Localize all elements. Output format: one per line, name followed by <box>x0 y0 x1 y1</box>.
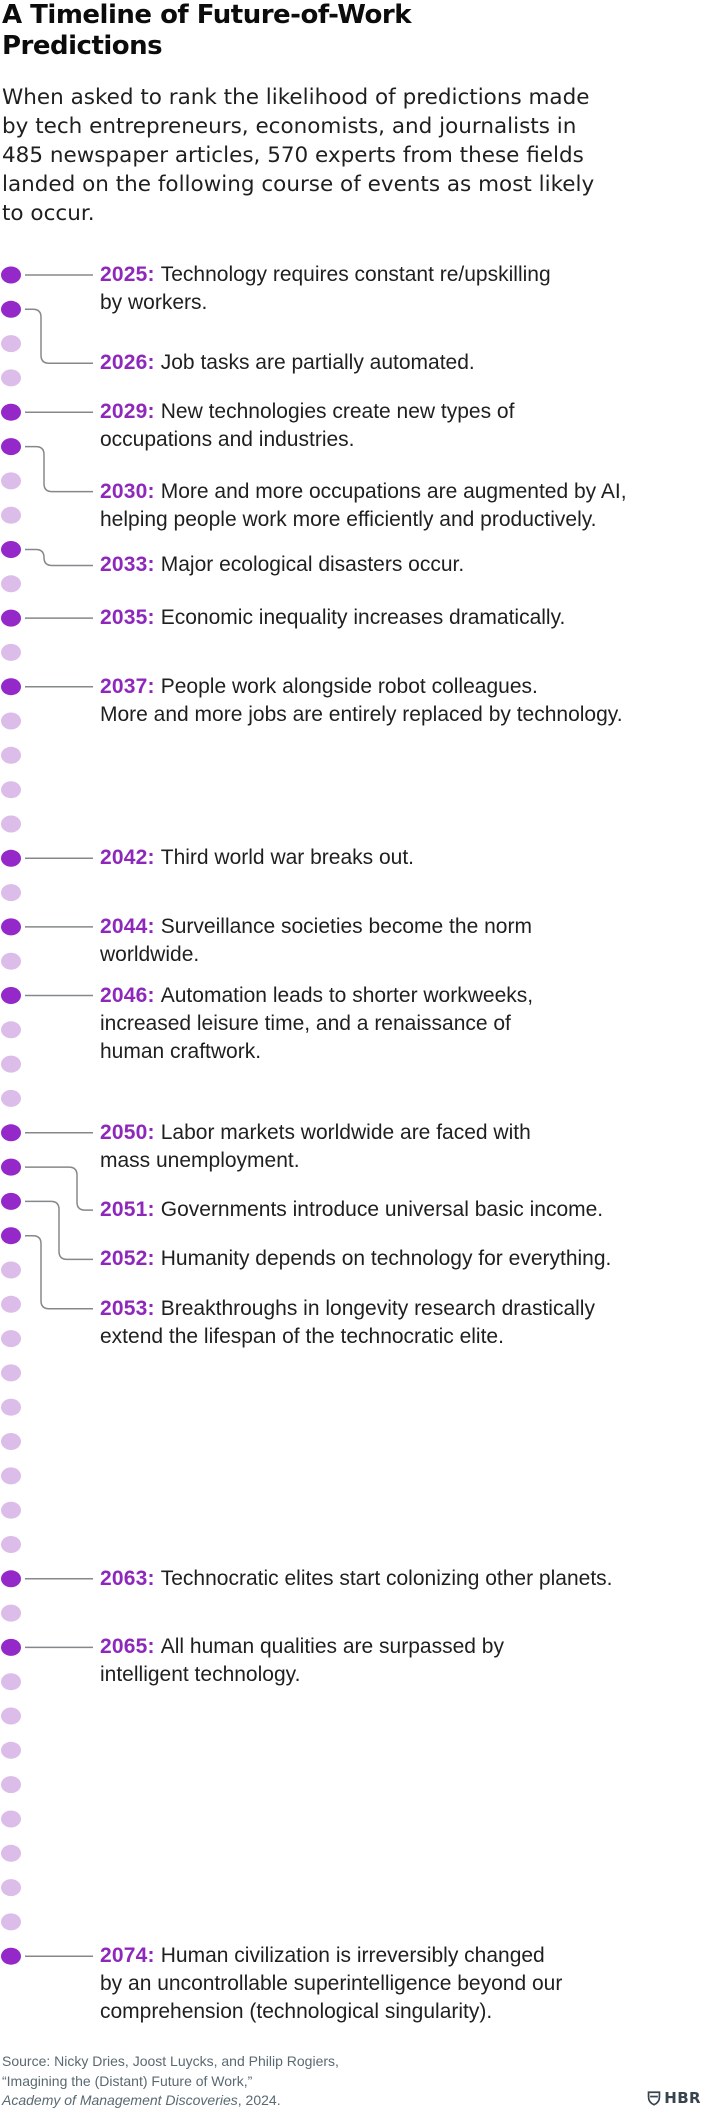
prediction-line: 2065: All human qualities are surpassed by <box>100 1635 504 1658</box>
year-label-2074: 2074: <box>100 1944 161 1967</box>
year-label-2035: 2035: <box>100 606 161 629</box>
prediction-line: intelligent technology. <box>100 1663 301 1686</box>
prediction-2042 <box>100 844 414 872</box>
year-label-2053: 2053: <box>100 1297 161 1320</box>
prediction-2035 <box>100 604 565 632</box>
prediction-line: 2026: Job tasks are partially automated. <box>100 351 475 374</box>
year-label-2042: 2042: <box>100 846 161 869</box>
year-label-2026: 2026: <box>100 351 161 374</box>
prediction-line: 2029: New technologies create new types of <box>100 400 515 423</box>
prediction-2046 <box>100 982 533 1066</box>
prediction-line: 2063: Technocratic elites start colonizing other planets. <box>100 1567 613 1590</box>
intro-line: by tech entrepreneurs, economists, and journalists in <box>2 114 577 139</box>
prediction-line: human craftwork. <box>100 1040 262 1063</box>
prediction-line: 2030: More and more occupations are augmented by AI, <box>100 480 627 503</box>
prediction-line: More and more jobs are entirely replaced by technology. <box>100 703 623 726</box>
year-label-2065: 2065: <box>100 1635 161 1658</box>
intro-line: to occur. <box>2 201 95 226</box>
prediction-line: 2074: Human civilization is irreversibly changed <box>100 1944 545 1967</box>
prediction-line: by an uncontrollable superintelligence beyond our <box>100 1972 563 1995</box>
title-line: A Timeline of Future-of-Work <box>2 0 412 30</box>
year-label-2037: 2037: <box>100 675 161 698</box>
prediction-2025 <box>100 261 551 317</box>
prediction-line: helping people work more efficiently and productively. <box>100 508 597 531</box>
year-label-2051: 2051: <box>100 1198 161 1221</box>
year-label-2052: 2052: <box>100 1247 161 1270</box>
year-label-2030: 2030: <box>100 480 161 503</box>
year-label-2029: 2029: <box>100 400 161 423</box>
prediction-line: 2044: Surveillance societies become the norm <box>100 915 532 938</box>
source-line-3 <box>2 2091 339 2111</box>
year-label-2050: 2050: <box>100 1121 161 1144</box>
source-line-1: Source: Nicky Dries, Joost Luycks, and Philip Rogiers, <box>2 2053 339 2069</box>
hbr-logo-text: HBR <box>664 2089 701 2107</box>
prediction-2065 <box>100 1633 504 1689</box>
prediction-line: extend the lifespan of the technocratic elite. <box>100 1325 504 1348</box>
prediction-line: 2053: Breakthroughs in longevity research drastically <box>100 1297 595 1320</box>
journal-name: Academy of Management Discoveries <box>2 2092 238 2108</box>
prediction-line: worldwide. <box>100 943 200 966</box>
prediction-2063 <box>100 1565 613 1593</box>
year-label-2046: 2046: <box>100 984 161 1007</box>
prediction-2053 <box>100 1295 595 1351</box>
year-label-2033: 2033: <box>100 553 161 576</box>
prediction-2051 <box>100 1196 603 1224</box>
prediction-line: 2025: Technology requires constant re/upskilling <box>100 263 551 286</box>
prediction-line: 2050: Labor markets worldwide are faced with <box>100 1121 531 1144</box>
prediction-line: 2035: Economic inequality increases dramatically. <box>100 606 566 629</box>
prediction-2050 <box>100 1119 531 1175</box>
source-note <box>2 2052 339 2111</box>
prediction-2033 <box>100 551 464 579</box>
title-line: Predictions <box>2 31 163 61</box>
journal-year: , 2024. <box>237 2092 281 2108</box>
year-label-2063: 2063: <box>100 1567 161 1590</box>
prediction-line: mass unemployment. <box>100 1149 300 1172</box>
hbr-logo <box>647 2089 701 2107</box>
prediction-line: 2052: Humanity depends on technology for everything. <box>100 1247 612 1270</box>
prediction-2030 <box>100 478 627 534</box>
prediction-line: 2046: Automation leads to shorter workweeks, <box>100 984 534 1007</box>
prediction-line: occupations and industries. <box>100 428 355 451</box>
intro-line: landed on the following course of events as most likely <box>2 172 595 197</box>
year-label-2025: 2025: <box>100 263 161 286</box>
prediction-line: 2033: Major ecological disasters occur. <box>100 553 465 576</box>
intro-line: 485 newspaper articles, 570 experts from these fields <box>2 143 584 168</box>
year-label-2044: 2044: <box>100 915 161 938</box>
prediction-line: 2037: People work alongside robot colleagues. <box>100 675 538 698</box>
prediction-line: by workers. <box>100 291 208 314</box>
intro-line: When asked to rank the likelihood of predictions made <box>2 85 590 110</box>
prediction-line: 2042: Third world war breaks out. <box>100 846 415 869</box>
prediction-2037 <box>100 673 623 729</box>
source-line-2: “Imagining the (Distant) Future of Work,” <box>2 2072 253 2089</box>
prediction-line: increased leisure time, and a renaissance of <box>100 1012 511 1035</box>
hbr-shield-icon <box>647 2091 661 2106</box>
prediction-line: 2051: Governments introduce universal basic income. <box>100 1198 604 1221</box>
prediction-2044 <box>100 913 532 969</box>
prediction-2026 <box>100 349 475 377</box>
prediction-2052 <box>100 1245 611 1273</box>
prediction-2074 <box>100 1942 562 2026</box>
prediction-2029 <box>100 398 514 454</box>
prediction-line: comprehension (technological singularity). <box>100 2000 493 2023</box>
